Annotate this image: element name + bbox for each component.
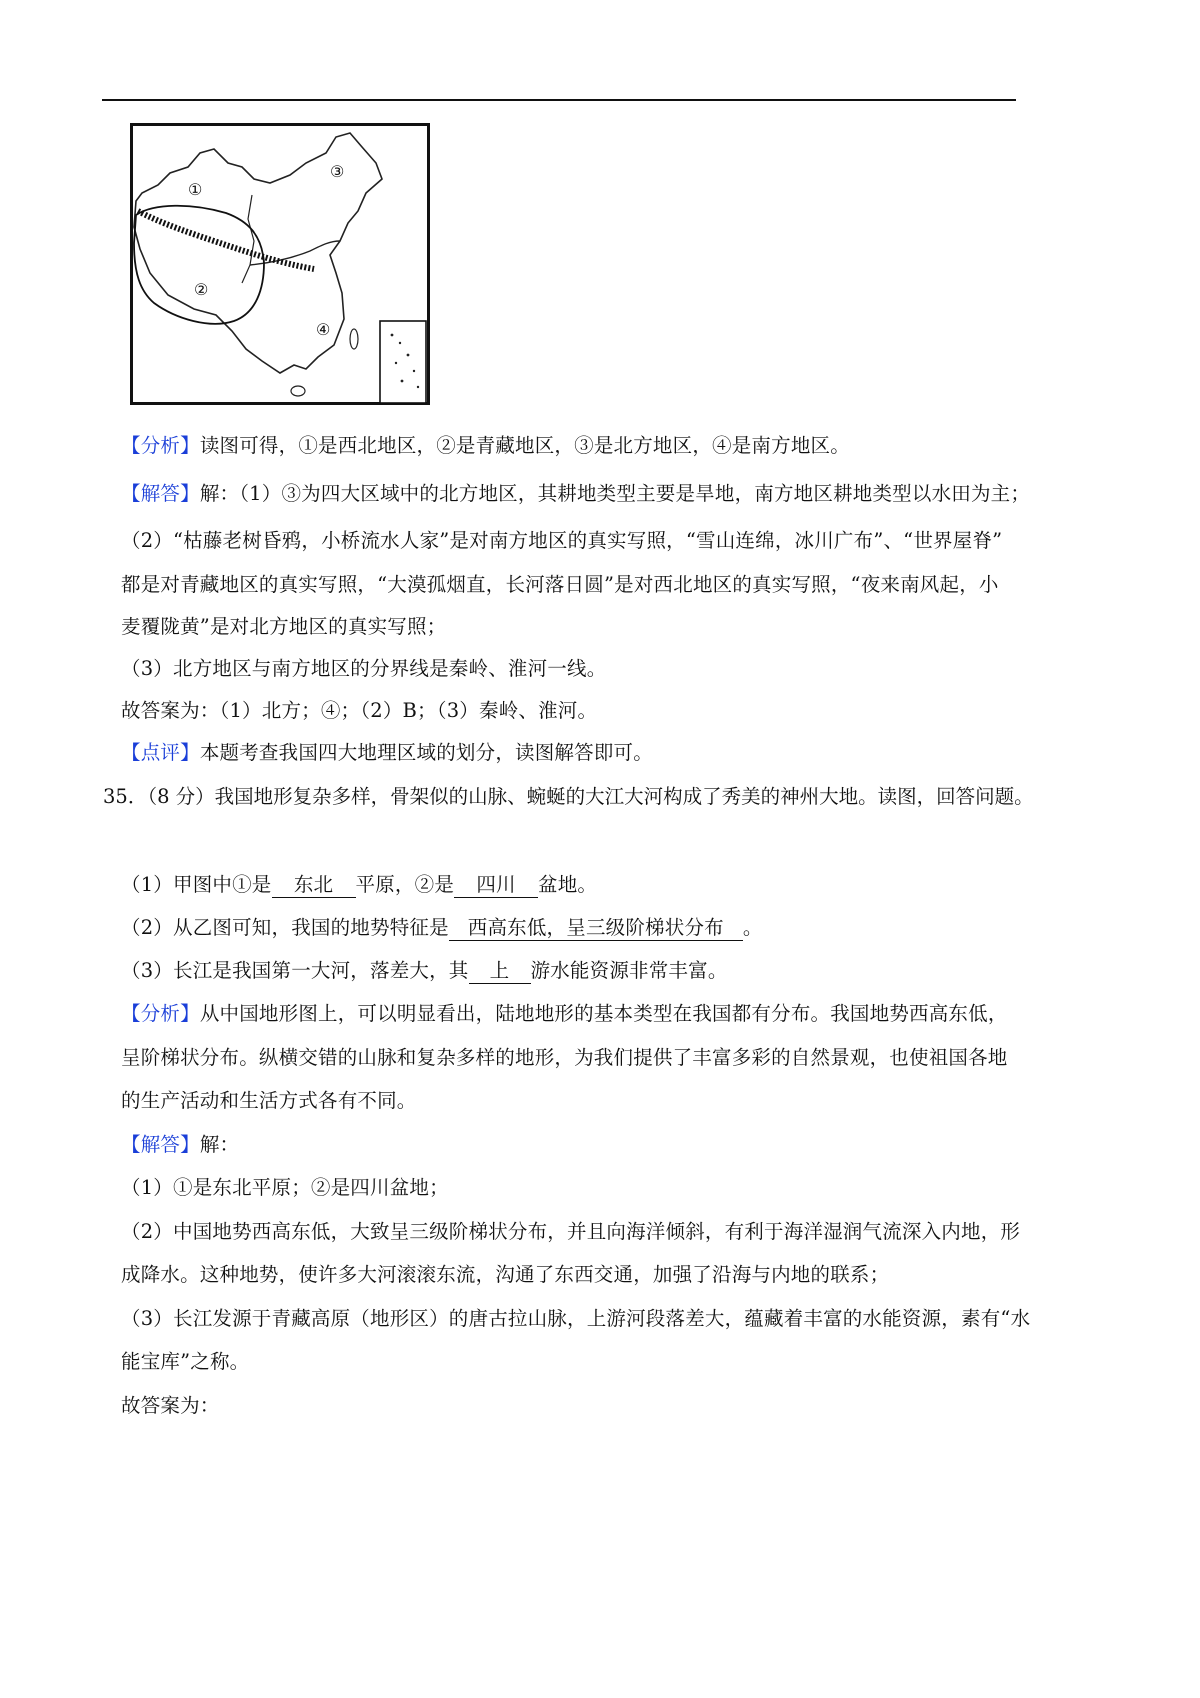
comment-tag: 【点评】 [121,741,200,764]
answer-head: 解： [199,1133,240,1156]
answer-blank-3: 西高东低，呈三级阶梯状分布 [449,916,743,941]
prev-answer-line-1 [121,480,1030,508]
part-1-text-a: （1）甲图中①是 [121,873,272,896]
part-1-text-c: 盆地。 [538,873,598,896]
q35-analysis-line-3: 的生产活动和生活方式各有不同。 [121,1089,417,1112]
region-label-3: ③ [330,162,345,181]
region-label-4: ④ [316,320,331,339]
q35-answer-line-3: 成降水。这种地势，使许多大河滚滚东流，沟通了东西交通，加强了沿海与内地的联系； [121,1263,890,1286]
part-2-text-a: （2）从乙图可知，我国的地势特征是 [121,916,449,939]
analysis-tag: 【分析】 [121,434,200,457]
answer-tag: 【解答】 [121,1133,200,1156]
q35-answer-line-4: （3）长江发源于青藏高原（地形区）的唐古拉山脉，上游河段落差大，蕴藏着丰富的水能资源，素有“水 [121,1307,1031,1330]
region-label-2: ② [194,280,209,299]
prev-answer-line-5: （3）北方地区与南方地区的分界线是秦岭、淮河一线。 [121,657,607,680]
answer-blank-2: 四川 [454,873,538,898]
analysis-text: 从中国地形图上，可以明显看出，陆地地形的基本类型在我国都有分布。我国地势西高东低， [199,1002,1008,1025]
part-3-text-b: 游水能资源非常丰富。 [530,959,728,982]
q35-part-1 [121,871,597,899]
prev-answer-line-4: 麦覆陇黄”是对北方地区的真实写照； [121,615,447,638]
answer-blank-4: 上 [469,959,531,984]
question-number: 35． [103,785,148,808]
analysis-tag: 【分析】 [121,1002,200,1025]
analysis-text: 读图可得，①是西北地区，②是青藏地区，③是北方地区，④是南方地区。 [199,434,850,457]
q35-analysis-line-2: 呈阶梯状分布。纵横交错的山脉和复杂多样的地形，为我们提供了丰富多彩的自然景观，也使祖国各地 [121,1046,1008,1069]
china-regions-map [130,123,430,405]
q35-final-answer: 故答案为： [121,1394,220,1417]
prev-final-answer: 故答案为：（1）北方；④；（2）B；（3）秦岭、淮河。 [121,699,598,722]
part-1-text-b: 平原，②是 [355,873,455,896]
q35-answer-head [121,1131,239,1159]
answer-text: 解：（1）③为四大区域中的北方地区，其耕地类型主要是旱地，南方地区耕地类型以水田为主； [199,482,1031,505]
prev-comment [121,739,653,767]
south-sea-inset [380,321,426,403]
comment-text: 本题考查我国四大地理区域的划分，读图解答即可。 [199,741,653,764]
prev-analysis [121,432,850,460]
prev-answer-line-3: 都是对青藏地区的真实写照，“大漠孤烟直，长河落日圆”是对西北地区的真实写照，“夜来南风起，小 [121,573,999,596]
question-stem: （8 分）我国地形复杂多样，骨架似的山脉、蜿蜒的大江大河构成了秀美的神州大地。读图，回答问题。 [147,785,1034,808]
part-3-text-a: （3）长江是我国第一大河，落差大，其 [121,959,469,982]
header-rule [102,99,1016,101]
q35-answer-line-5: 能宝库”之称。 [121,1350,250,1373]
q35-part-3 [121,957,728,985]
question-35-stem [103,783,1034,811]
prev-answer-line-2: （2）“枯藤老树昏鸦，小桥流水人家”是对南方地区的真实写照，“雪山连绵，冰川广布”、“世界屋脊” [121,529,1003,552]
q35-answer-line-1: （1）①是东北平原；②是四川盆地； [121,1176,449,1199]
answer-blank-1: 东北 [272,873,356,898]
answer-tag: 【解答】 [121,482,200,505]
q35-part-2 [121,914,763,942]
part-2-text-b: 。 [742,916,763,939]
q35-answer-line-2: （2）中国地势西高东低，大致呈三级阶梯状分布，并且向海洋倾斜，有利于海洋湿润气流深入内地，形 [121,1220,1021,1243]
region-label-1: ① [188,180,203,199]
q35-analysis-line-1 [121,1000,1008,1028]
